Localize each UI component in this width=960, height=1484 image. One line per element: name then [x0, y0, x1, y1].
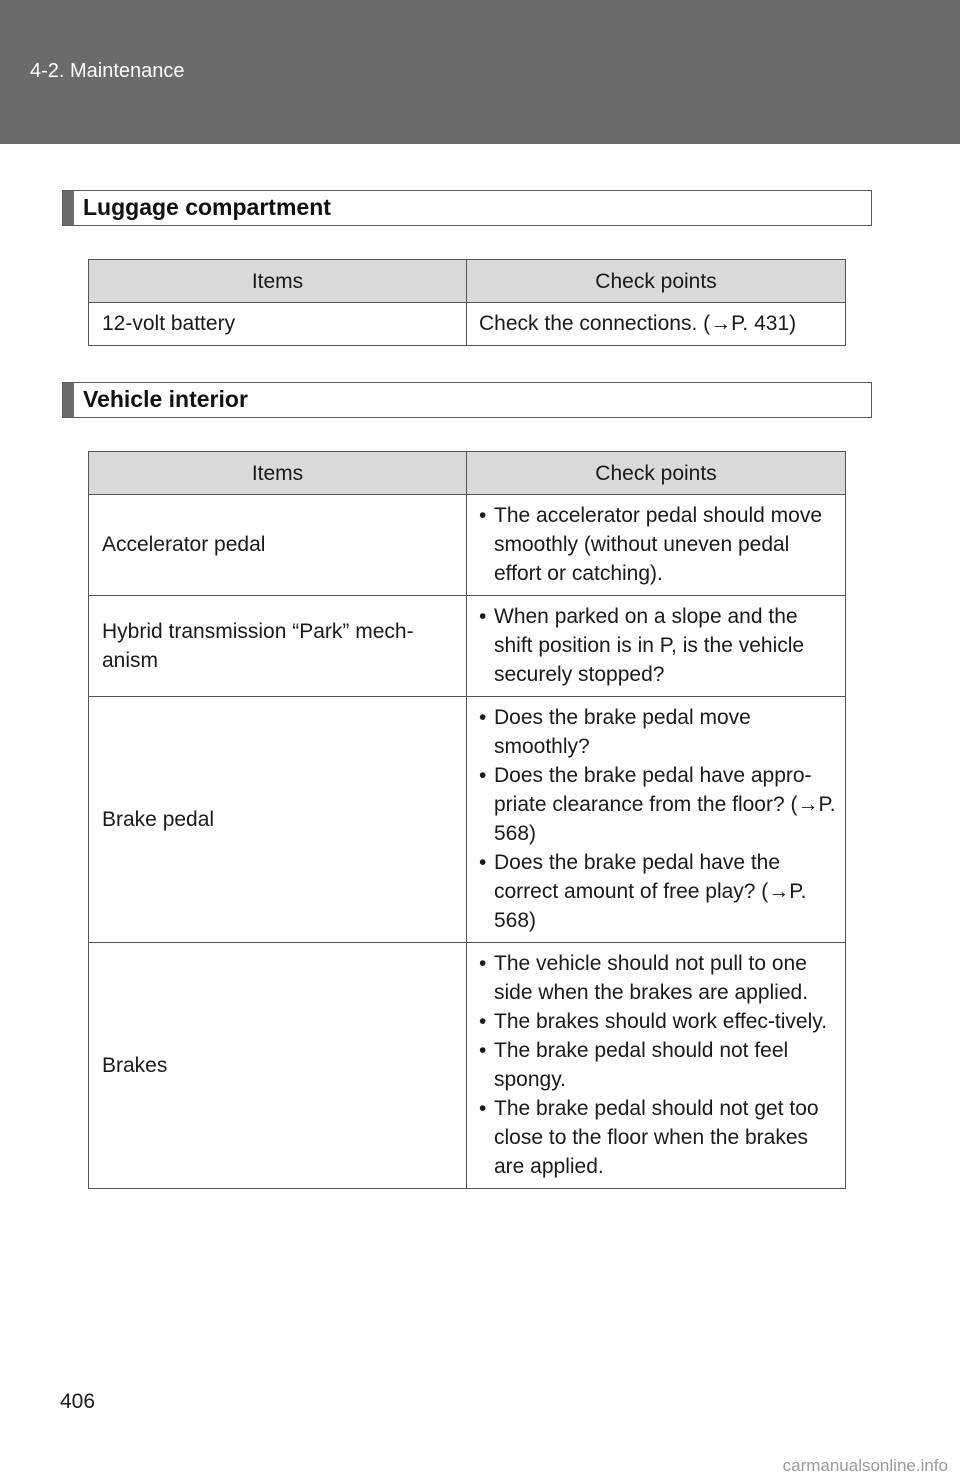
table-row [89, 495, 846, 596]
column-header-items: Items [89, 260, 467, 303]
watermark: carmanualsonline.info [782, 1456, 948, 1475]
section-heading-vehicle-interior [62, 382, 872, 418]
table-row [89, 943, 846, 1189]
check-point-bullet: • The accelerator pedal should move smoothly (without uneven pedal effort or catching). [479, 501, 841, 588]
section-marker [63, 383, 74, 417]
section-title: Luggage compartment [83, 194, 331, 220]
item-cell: Accelerator pedal [89, 495, 467, 596]
section-title: Vehicle interior [83, 386, 248, 412]
check-points-cell [467, 943, 846, 1189]
section-marker [63, 191, 74, 225]
check-point-bullet: • When parked on a slope and the shift position is in P, is the vehicle securely stopped? [479, 602, 841, 689]
check-points-cell [467, 596, 846, 697]
item-cell: 12-volt battery [89, 303, 467, 346]
table-header-row [89, 452, 846, 495]
table-header-row [89, 260, 846, 303]
table-row [89, 303, 846, 346]
item-cell: Hybrid transmission “Park” mech-anism [89, 596, 467, 697]
check-point-bullet: • Does the brake pedal move smoothly? [479, 703, 841, 761]
table-row [89, 596, 846, 697]
column-header-check-points: Check points [467, 260, 846, 303]
column-header-items: Items [89, 452, 467, 495]
check-point-text: Check the connections. (→P. 431) [479, 312, 797, 335]
check-point-bullet: • The brake pedal should not get too close to the floor when the brakes are applied. [479, 1094, 841, 1181]
check-point-bullet: • The brakes should work effec-tively. [479, 1007, 841, 1036]
interior-check-table [88, 451, 846, 1189]
page-number: 406 [60, 1390, 96, 1413]
check-point-bullet: • The vehicle should not pull to one side when the brakes are applied. [479, 949, 841, 1007]
check-points-cell [467, 495, 846, 596]
column-header-check-points: Check points [467, 452, 846, 495]
item-cell: Brake pedal [89, 697, 467, 943]
check-point-bullet: • The brake pedal should not feel spongy. [479, 1036, 841, 1094]
check-points-cell [467, 697, 846, 943]
check-point-bullet: • Does the brake pedal have the correct amount of free play? (→P. 568) [479, 848, 841, 935]
chapter-header [0, 0, 960, 144]
check-point-bullet: • Does the brake pedal have appro-priate clearance from the floor? (→P. 568) [479, 761, 841, 848]
chapter-title: 4-2. Maintenance [30, 60, 185, 82]
item-cell: Brakes [89, 943, 467, 1189]
luggage-check-table [88, 259, 846, 346]
table-row [89, 697, 846, 943]
section-heading-luggage [62, 190, 872, 226]
check-points-cell [467, 303, 846, 346]
